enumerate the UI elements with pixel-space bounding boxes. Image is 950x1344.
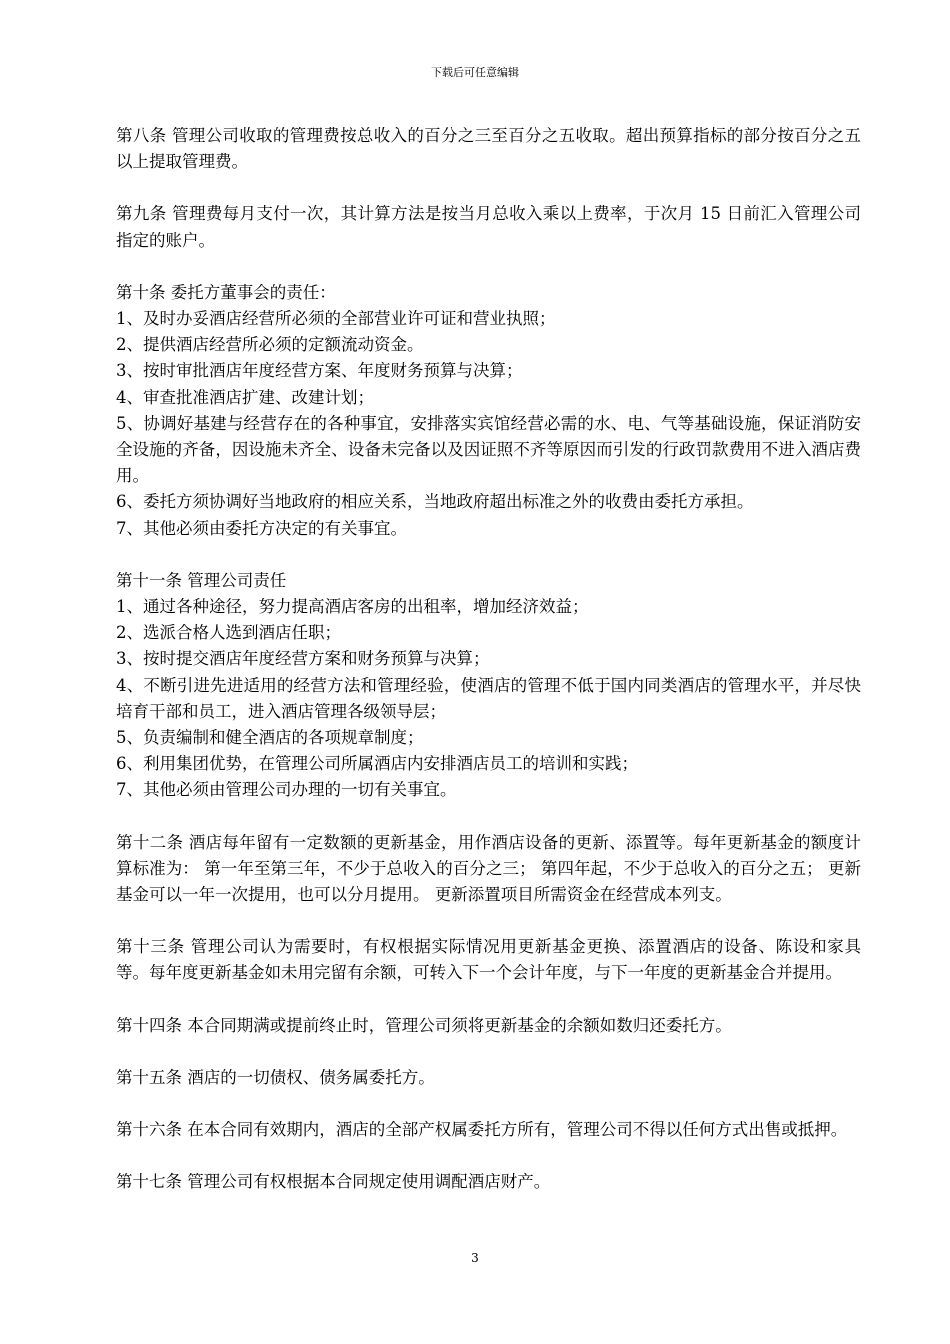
article-11-item-1: 1、通过各种途径，努力提高酒店客房的出租率，增加经济效益； <box>116 597 589 617</box>
article-9 <box>116 201 861 253</box>
article-12-text: 第十二条 酒店每年留有一定数额的更新基金，用作酒店设备的更新、添置等。每年更新基金的额度计算标准为： 第一年至第三年，不少于总收入的百分之三； 第四年起，不少于总收入的百分之五； 更新基金可以一年一次提用，也可以分月提用。 更新添置项目所需资金在经营成本列支。 <box>116 832 861 905</box>
article-11-item-6: 6、利用集团优势，在管理公司所属酒店内安排酒店员工的培训和实践； <box>116 754 638 774</box>
article-11-item-7: 7、其他必须由管理公司办理的一切有关事宜。 <box>116 780 457 800</box>
article-14 <box>116 1013 861 1039</box>
article-11-item-5: 5、负责编制和健全酒店的各项规章制度； <box>116 728 424 748</box>
article-15 <box>116 1065 861 1091</box>
article-9-text: 第九条 管理费每月支付一次，其计算方法是按当月总收入乘以上费率，于次月 15 日前汇入管理公司指定的账户。 <box>116 204 861 250</box>
article-10-heading: 第十条 委托方董事会的责任： <box>116 282 336 302</box>
article-10 <box>116 280 861 542</box>
article-11-item-4: 4、不断引进先进适用的经营方法和管理经验，使酒店的管理不低于国内同类酒店的管理水平，并尽快培育干部和员工，进入酒店管理各级领导层； <box>116 675 861 721</box>
article-10-item-1: 1、及时办妥酒店经营所必须的全部营业许可证和营业执照； <box>116 309 556 329</box>
article-10-item-6: 6、委托方须协调好当地政府的相应关系，当地政府超出标准之外的收费由委托方承担。 <box>116 492 754 512</box>
article-14-text: 第十四条 本合同期满或提前终止时，管理公司须将更新基金的余额如数归还委托方。 <box>116 1015 732 1035</box>
article-13 <box>116 934 861 986</box>
article-11-item-2: 2、选派合格人选到酒店任职； <box>116 623 341 643</box>
article-15-text: 第十五条 酒店的一切债权、债务属委托方。 <box>116 1067 435 1087</box>
article-10-item-5: 5、协调好基建与经营存在的各种事宜，安排落实宾馆经营必需的水、电、气等基础设施，保证消防安全设施的齐备，因设施未齐全、设备未完备以及因证照不齐等原因而引发的行政罚款费用不进入酒店费用。 <box>116 413 861 486</box>
article-10-item-2: 2、提供酒店经营所必须的定额流动资金。 <box>116 335 424 355</box>
article-17-text: 第十七条 管理公司有权根据本合同规定使用调配酒店财产。 <box>116 1172 551 1192</box>
article-13-text: 第十三条 管理公司认为需要时，有权根据实际情况用更新基金更换、添置酒店的设备、陈设和家具等。每年度更新基金如未用完留有余额，可转入下一个会计年度，与下一年度的更新基金合并提用。 <box>116 937 861 983</box>
article-8 <box>116 123 861 175</box>
page-number: 3 <box>471 1251 479 1265</box>
article-16 <box>116 1117 861 1143</box>
article-10-item-3: 3、按时审批酒店年度经营方案、年度财务预算与决算； <box>116 361 523 381</box>
page-header: 下载后可任意编辑 <box>431 66 519 79</box>
article-11 <box>116 568 861 804</box>
article-8-text: 第八条 管理公司收取的管理费按总收入的百分之三至百分之五收取。超出预算指标的部分按百分之五以上提取管理费。 <box>116 126 861 172</box>
article-16-text: 第十六条 在本合同有效期内，酒店的全部产权属委托方所有，管理公司不得以任何方式出售或抵押。 <box>116 1120 848 1140</box>
article-17 <box>116 1169 861 1195</box>
article-12 <box>116 830 861 909</box>
article-10-item-7: 7、其他必须由委托方决定的有关事宜。 <box>116 518 407 538</box>
article-11-heading: 第十一条 管理公司责任 <box>116 570 287 590</box>
document-body <box>116 123 861 1222</box>
article-10-item-4: 4、审查批准酒店扩建、改建计划； <box>116 387 374 407</box>
article-11-item-3: 3、按时提交酒店年度经营方案和财务预算与决算； <box>116 649 490 669</box>
